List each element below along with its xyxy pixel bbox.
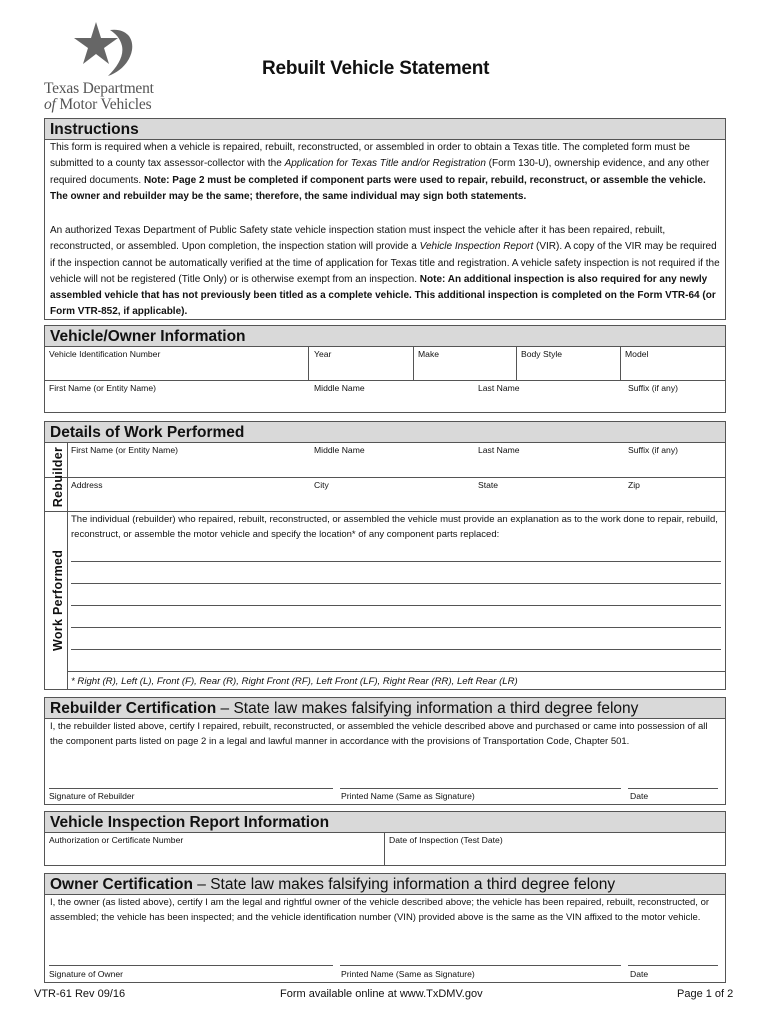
rebuilder-state-field[interactable]: State xyxy=(478,480,499,490)
rebuilder-date-label: Date xyxy=(630,791,649,801)
divider xyxy=(44,477,726,478)
work-line-1[interactable] xyxy=(71,561,721,562)
authorization-number-field[interactable]: Authorization or Certificate Number xyxy=(49,835,184,845)
owner-signature-line[interactable] xyxy=(49,965,333,966)
make-field[interactable]: Make xyxy=(418,349,440,359)
owner-signature-label: Signature of Owner xyxy=(49,969,124,979)
vir-heading: Vehicle Inspection Report Information xyxy=(44,811,726,833)
work-explanation-text: The individual (rebuilder) who repaired, rebuilt, reconstructed, or assembled the vehicle must provide an explanation as to the work done to repair, rebuild, reconstruct, or assemble the motor vehicle and specify the location* of any component parts replaced: xyxy=(71,514,718,540)
instructions-heading: Instructions xyxy=(44,118,726,140)
owner-cert-text: I, the owner (as listed above), certify I am the legal and rightful owner of the vehicle described above; the vehicle has been repaired, rebuilt, reconstructed, or assembled; the vehicle has been inspected; and the vehicle identification number (VIN) provided above is the same as the VIN affixed to the motor vehicle. xyxy=(50,897,710,923)
owner-cert-heading: Owner Certification – State law makes falsifying information a third degree felony xyxy=(44,873,726,895)
divider xyxy=(308,347,309,380)
form-title: Rebuilt Vehicle Statement xyxy=(262,58,490,79)
work-line-4[interactable] xyxy=(71,627,721,628)
side-label-rebuilder: Rebuilder xyxy=(51,446,65,508)
rebuilder-zip-field[interactable]: Zip xyxy=(628,480,640,490)
instructions-paragraph-2: An authorized Texas Department of Public Safety state vehicle inspection station must inspect the vehicle after it has been repaired, rebuilt, reconstructed, or assembled. Upon completion, the inspection station will provide a Vehicle Inspection Report (VIR). A copy of the VIR may be required if the inspection cannot be automatically verified at the time of application for Texas title and registration. A vehicle safety inspection is not required if the vehicle will not be registered (Title Only) or is otherwise exempt from an inspection. Note: An additional inspection is also required for any newly assembled vehicle that has not previously been titled as a complete vehicle. This additional inspection is completed on the Form VTR-64 (or Form VTR-852, if applicable). xyxy=(50,225,720,318)
divider xyxy=(620,347,621,380)
rebuilder-suffix-field[interactable]: Suffix (if any) xyxy=(628,445,678,455)
logo-line-2: of Motor Vehicles xyxy=(44,96,152,113)
divider xyxy=(516,347,517,380)
work-line-5[interactable] xyxy=(71,649,721,650)
txdmv-logo xyxy=(44,22,174,114)
rebuilder-printed-name-line[interactable] xyxy=(340,788,621,789)
work-box xyxy=(44,443,726,690)
divider xyxy=(384,833,385,866)
rebuilder-city-field[interactable]: City xyxy=(314,480,329,490)
rebuilder-first-name-field[interactable]: First Name (or Entity Name) xyxy=(71,445,178,455)
rebuilder-address-field[interactable]: Address xyxy=(71,480,103,490)
owner-middle-name-field[interactable]: Middle Name xyxy=(314,383,365,393)
work-line-3[interactable] xyxy=(71,605,721,606)
year-field[interactable]: Year xyxy=(314,349,332,359)
rebuilder-cert-text: I, the rebuilder listed above, certify I repaired, rebuilt, reconstructed, or assembled the vehicle described above and purchased or came into possession of all the component parts listed on page 2 in a legal and lawful manner in accordance with the provisions of Transportation Code, Chapter 501. xyxy=(50,721,708,747)
page-number: Page 1 of 2 xyxy=(677,988,734,1000)
rebuilder-middle-name-field[interactable]: Middle Name xyxy=(314,445,365,455)
divider xyxy=(67,671,726,672)
star-logo-icon xyxy=(74,22,138,78)
work-line-2[interactable] xyxy=(71,583,721,584)
rebuilder-signature-line[interactable] xyxy=(49,788,333,789)
online-notice: Form available online at www.TxDMV.gov xyxy=(280,988,483,1000)
vin-field[interactable]: Vehicle Identification Number xyxy=(49,349,161,359)
instructions-paragraph-1: This form is required when a vehicle is repaired, rebuilt, reconstructed, or assembled in order to obtain a Texas title. The completed form must be submitted to a county tax assessor-collector with the Application for Texas Title and/or Registration (Form 130-U), ownership evidence, and any other required documents. Note: Page 2 must be completed if component parts were used to repair, rebuild, reconstruct, or assemble the vehicle. The owner and rebuilder may be the same; therefore, the same individual may sign both statements. xyxy=(50,142,710,202)
owner-date-line[interactable] xyxy=(628,965,718,966)
vehicle-owner-heading: Vehicle/Owner Information xyxy=(44,325,726,347)
owner-first-name-field[interactable]: First Name (or Entity Name) xyxy=(49,383,156,393)
owner-printed-name-label: Printed Name (Same as Signature) xyxy=(341,969,475,979)
logo-line-1: Texas Department xyxy=(44,80,154,97)
rebuilder-cert-heading: Rebuilder Certification – State law makes falsifying information a third degree felony xyxy=(44,697,726,719)
owner-date-label: Date xyxy=(630,969,649,979)
model-field[interactable]: Model xyxy=(625,349,649,359)
side-label-work-performed: Work Performed xyxy=(51,549,65,651)
owner-last-name-field[interactable]: Last Name xyxy=(478,383,520,393)
body-style-field[interactable]: Body Style xyxy=(521,349,563,359)
owner-suffix-field[interactable]: Suffix (if any) xyxy=(628,383,678,393)
divider xyxy=(44,380,726,381)
divider xyxy=(67,443,68,690)
location-footnote: * Right (R), Left (L), Front (F), Rear (R), Right Front (RF), Left Front (LF), Right Rear (RR), Left Rear (LR) xyxy=(71,676,518,687)
rebuilder-printed-name-label: Printed Name (Same as Signature) xyxy=(341,791,475,801)
rebuilder-date-line[interactable] xyxy=(628,788,718,789)
form-id: VTR-61 Rev 09/16 xyxy=(34,988,126,1000)
divider xyxy=(413,347,414,380)
work-heading: Details of Work Performed xyxy=(44,421,726,443)
rebuilder-last-name-field[interactable]: Last Name xyxy=(478,445,520,455)
inspection-date-field[interactable]: Date of Inspection (Test Date) xyxy=(389,835,503,845)
owner-printed-name-line[interactable] xyxy=(340,965,621,966)
rebuilder-signature-label: Signature of Rebuilder xyxy=(49,791,135,801)
